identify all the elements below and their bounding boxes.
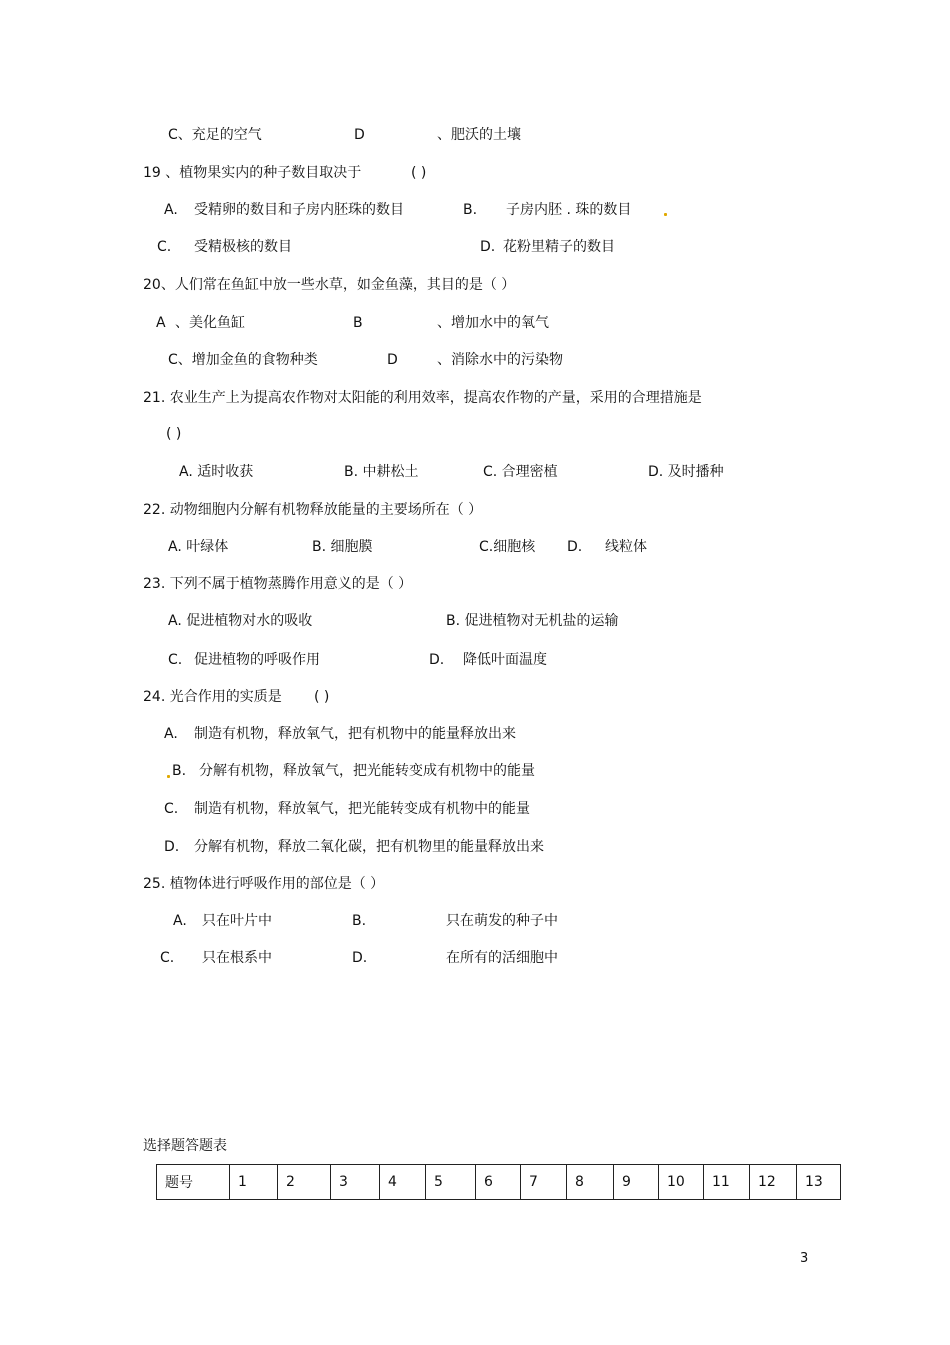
q20-option-b-letter: B bbox=[353, 315, 363, 331]
q20-option-c: C、增加金鱼的食物种类 bbox=[168, 352, 318, 368]
q21-option-a: A. 适时收获 bbox=[179, 464, 254, 480]
highlight-mark bbox=[664, 213, 667, 216]
q24-option-b-text: 分解有机物，释放氧气，把光能转变成有机物中的能量 bbox=[199, 763, 535, 779]
q23-option-d-text: 降低叶面温度 bbox=[463, 652, 547, 668]
table-cell: 13 bbox=[797, 1165, 841, 1200]
table-cell: 8 bbox=[567, 1165, 614, 1200]
table-cell: 12 bbox=[750, 1165, 797, 1200]
q20-option-a-letter: A bbox=[156, 315, 166, 331]
q19-option-d-text: 花粉里精子的数目 bbox=[503, 239, 615, 255]
q21-option-d: D. 及时播种 bbox=[648, 464, 724, 480]
q18-option-d-letter: D bbox=[354, 127, 365, 143]
q22-option-c: C.细胞核 bbox=[479, 539, 536, 555]
q20-option-d-text: 、消除水中的污染物 bbox=[437, 352, 563, 368]
q22-option-d-letter: D. bbox=[567, 539, 583, 555]
table-cell: 3 bbox=[331, 1165, 380, 1200]
q25-option-b-letter: B. bbox=[352, 913, 367, 929]
q24-option-d-text: 分解有机物，释放二氧化碳，把有机物里的能量释放出来 bbox=[194, 839, 544, 855]
q23-option-c-letter: C. bbox=[168, 652, 183, 668]
q21-answer-paren: ( ) bbox=[166, 426, 182, 442]
q22-stem: 22. 动物细胞内分解有机物释放能量的主要场所在（ ） bbox=[143, 502, 483, 518]
q19-option-a-letter: A. bbox=[164, 202, 178, 218]
q23-option-b: B. 促进植物对无机盐的运输 bbox=[446, 613, 619, 629]
table-cell: 11 bbox=[704, 1165, 750, 1200]
table-cell: 7 bbox=[521, 1165, 567, 1200]
q25-option-b-text: 只在萌发的种子中 bbox=[446, 913, 558, 929]
q19-option-c-letter: C. bbox=[157, 239, 172, 255]
q25-option-c-text: 只在根系中 bbox=[202, 950, 272, 966]
table-cell: 5 bbox=[426, 1165, 476, 1200]
q25-option-c-letter: C. bbox=[160, 950, 175, 966]
q23-stem: 23. 下列不属于植物蒸腾作用意义的是（ ） bbox=[143, 576, 413, 592]
q19-stem: 19 、植物果实内的种子数目取决于 bbox=[143, 165, 362, 181]
page-number: 3 bbox=[800, 1251, 809, 1266]
q24-option-a-letter: A. bbox=[164, 726, 178, 742]
q22-option-a: A. 叶绿体 bbox=[168, 539, 229, 555]
q19-option-a-text: 受精卵的数目和子房内胚珠的数目 bbox=[194, 202, 404, 218]
q22-option-d-text: 线粒体 bbox=[605, 539, 647, 555]
table-row bbox=[157, 1165, 841, 1200]
table-cell: 10 bbox=[659, 1165, 704, 1200]
q23-option-c-text: 促进植物的呼吸作用 bbox=[194, 652, 320, 668]
q25-stem: 25. 植物体进行呼吸作用的部位是（ ） bbox=[143, 876, 385, 892]
q24-option-c-letter: C. bbox=[164, 801, 179, 817]
q20-stem: 20、人们常在鱼缸中放一些水草，如金鱼藻，其目的是（ ） bbox=[143, 277, 516, 293]
table-cell: 1 bbox=[230, 1165, 278, 1200]
q21-option-c: C. 合理密植 bbox=[483, 464, 558, 480]
q19-option-d-letter: D. bbox=[480, 239, 496, 255]
q21-option-b: B. 中耕松土 bbox=[344, 464, 419, 480]
q21-stem: 21. 农业生产上为提高农作物对太阳能的利用效率，提高农作物的产量，采用的合理措施是 bbox=[143, 390, 702, 406]
q25-option-a-text: 只在叶片中 bbox=[202, 913, 272, 929]
q18-option-c bbox=[168, 126, 262, 144]
q23-option-a: A. 促进植物对水的吸收 bbox=[168, 613, 313, 629]
q23-option-d-letter: D. bbox=[429, 652, 445, 668]
q19-option-c-text: 受精极核的数目 bbox=[194, 239, 292, 255]
q19-option-b-letter: B. bbox=[463, 202, 478, 218]
highlight-mark bbox=[167, 775, 170, 778]
q24-option-a-text: 制造有机物，释放氧气，把有机物中的能量释放出来 bbox=[194, 726, 516, 742]
answer-table-title: 选择题答题表 bbox=[143, 1138, 227, 1154]
option-text: 充足的空气 bbox=[191, 127, 262, 143]
table-cell: 4 bbox=[380, 1165, 426, 1200]
q24-option-d-letter: D. bbox=[164, 839, 180, 855]
option-letter: C、 bbox=[168, 127, 192, 143]
table-cell: 9 bbox=[614, 1165, 659, 1200]
q24-option-c-text: 制造有机物，释放氧气，把光能转变成有机物中的能量 bbox=[194, 801, 530, 817]
table-cell: 6 bbox=[476, 1165, 521, 1200]
q20-option-d-letter: D bbox=[387, 352, 398, 368]
q20-option-a-text: 、美化鱼缸 bbox=[175, 315, 245, 331]
q25-option-a-letter: A. bbox=[173, 913, 187, 929]
q24-answer-paren: ( ) bbox=[314, 689, 330, 705]
q24-stem: 24. 光合作用的实质是 bbox=[143, 689, 282, 705]
q25-option-d-letter: D. bbox=[352, 950, 368, 966]
q19-answer-paren: ( ) bbox=[411, 165, 427, 181]
q19-option-b-text: 子房内胚 . 珠的数目 bbox=[506, 202, 632, 218]
q25-option-d-text: 在所有的活细胞中 bbox=[446, 950, 558, 966]
table-header-cell: 题号 bbox=[157, 1165, 230, 1200]
q20-option-b-text: 、增加水中的氧气 bbox=[437, 315, 549, 331]
table-cell: 2 bbox=[278, 1165, 331, 1200]
q22-option-b: B. 细胞膜 bbox=[312, 539, 373, 555]
q24-option-b-letter: B. bbox=[172, 763, 187, 779]
answer-table bbox=[156, 1164, 841, 1200]
q18-option-d-text: 、肥沃的土壤 bbox=[437, 127, 521, 143]
